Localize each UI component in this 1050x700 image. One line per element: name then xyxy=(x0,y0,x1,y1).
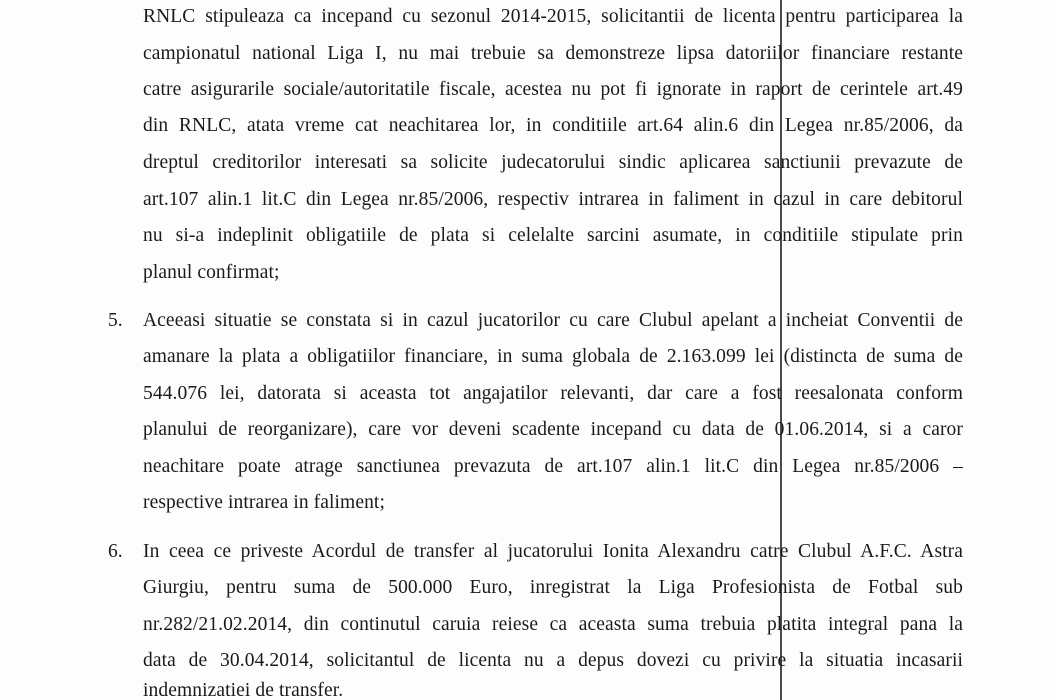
text-line: neachitare poate atrage sanctiunea prevazuta de art.107 alin.1 lit.C din Legea nr.85/2006 – xyxy=(143,456,963,477)
text-line: respective intrarea in faliment; xyxy=(143,492,385,513)
text-line: planului de reorganizare), care vor deveni scadente incepand cu data de 01.06.2014, si a caror xyxy=(143,419,963,440)
text-line: nr.282/21.02.2014, din continutul caruia reiese ca aceasta suma trebuia platita integral pana la xyxy=(143,614,963,635)
text-line: Giurgiu, pentru suma de 500.000 Euro, inregistrat la Liga Profesionista de Fotbal sub xyxy=(143,577,963,598)
text-line: catre asigurarile sociale/autoritatile fiscale, acestea nu pot fi ignorate in raport de cerintele art.49 xyxy=(143,79,963,100)
text-line: din RNLC, atata vreme cat neachitarea lor, in conditiile art.64 alin.6 din Legea nr.85/2006, da xyxy=(143,115,963,136)
item-number: 6. xyxy=(108,541,123,562)
text-line: RNLC stipuleaza ca incepand cu sezonul 2014-2015, solicitantii de licenta pentru participarea la xyxy=(143,6,963,27)
text-line: amanare la plata a obligatiilor financiare, in suma globala de 2.163.099 lei (distincta de suma de xyxy=(143,346,963,367)
text-line: 544.076 lei, datorata si aceasta tot angajatilor relevanti, dar care a fost reesalonata conform xyxy=(143,383,963,404)
text-line: indemnizatiei de transfer. xyxy=(143,680,344,700)
item-number: 5. xyxy=(108,310,123,331)
text-line: art.107 alin.1 lit.C din Legea nr.85/2006, respectiv intrarea in faliment in cazul in care debitorul xyxy=(143,189,963,210)
text-line: data de 30.04.2014, solicitantul de licenta nu a depus dovezi cu privire la situatia incasarii xyxy=(143,650,963,671)
text-line: Aceeasi situatie se constata si in cazul jucatorilor cu care Clubul apelant a incheiat Conventii de xyxy=(143,310,963,331)
text-line: planul confirmat; xyxy=(143,262,280,283)
text-line: In ceea ce priveste Acordul de transfer al jucatorului Ionita Alexandru catre Clubul A.F.C. Astra xyxy=(143,541,963,562)
text-line: dreptul creditorilor interesati sa solicite judecatorului sindic aplicarea sanctiunii prevazute de xyxy=(143,152,963,173)
text-line: campionatul national Liga I, nu mai trebuie sa demonstreze lipsa datoriilor financiare restante xyxy=(143,43,963,64)
text-line: nu si-a indeplinit obligatiile de plata si celelalte sarcini asumate, in conditiile stipulate prin xyxy=(143,225,963,246)
